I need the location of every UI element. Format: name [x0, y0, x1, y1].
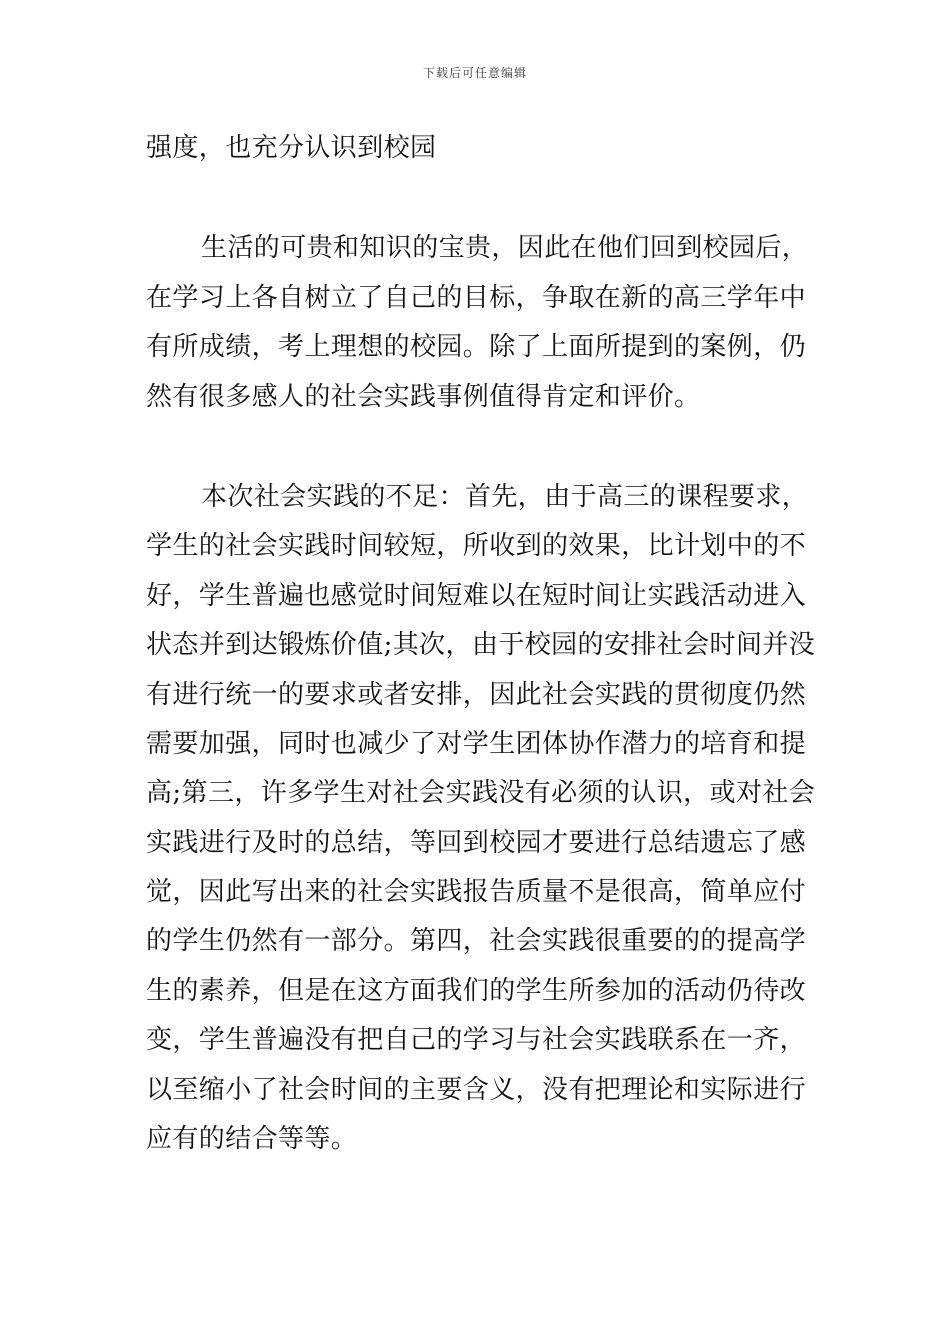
text-line: 需要加强，同时也减少了对学生团体协作潜力的培育和提: [146, 728, 807, 759]
text-line: 生活的可贵和知识的宝贵，因此在他们回到校园后，: [201, 233, 809, 264]
text-line: 状态并到达锻炼价值;其次，由于校园的安排社会时间并没: [146, 630, 816, 661]
text-line: 学生的社会实践时间较短，所收到的效果，比计划中的不: [146, 531, 807, 562]
paragraph-3: [146, 473, 816, 1164]
text-line: 以至缩小了社会时间的主要含义，没有把理论和实际进行: [146, 1074, 807, 1105]
text-line: 应有的结合等等。: [146, 1124, 358, 1155]
text-line: 生的素养，但是在这方面我们的学生所参加的活动仍待改: [146, 975, 807, 1006]
text-line: 强度，也充分认识到校园: [146, 133, 437, 163]
text-line: 有进行统一的要求或者安排，因此社会实践的贯彻度仍然: [146, 679, 807, 710]
text-line: 变，学生普遍没有把自己的学习与社会实践联系在一齐，: [146, 1025, 807, 1056]
text-line: 然有很多感人的社会实践事例值得肯定和评价。: [146, 381, 701, 412]
paragraph-1: [146, 124, 806, 173]
text-line: 有所成绩，考上理想的校园。除了上面所提到的案例，仍: [146, 332, 807, 363]
document-body: [146, 124, 816, 1164]
page-header: 下载后可任意编辑: [422, 66, 527, 80]
text-line: 本次社会实践的不足：首先，由于高三的课程要求，: [201, 481, 809, 512]
text-line: 高;第三，许多学生对社会实践没有必须的认识，或对社会: [146, 778, 816, 809]
paragraph-gap: [146, 422, 806, 473]
text-line: 实践进行及时的总结，等回到校园才要进行总结遗忘了感: [146, 827, 807, 858]
paragraph-gap: [146, 173, 806, 224]
text-line: 觉，因此写出来的社会实践报告质量不是很高，简单应付: [146, 877, 807, 908]
text-line: 好，学生普遍也感觉时间短难以在短时间让实践活动进入: [146, 580, 807, 611]
paragraph-2: [146, 224, 809, 422]
text-line: 的学生仍然有一部分。第四，社会实践很重要的的提高学: [146, 926, 807, 957]
text-line: 在学习上各自树立了自己的目标，争取在新的高三学年中: [146, 282, 807, 313]
